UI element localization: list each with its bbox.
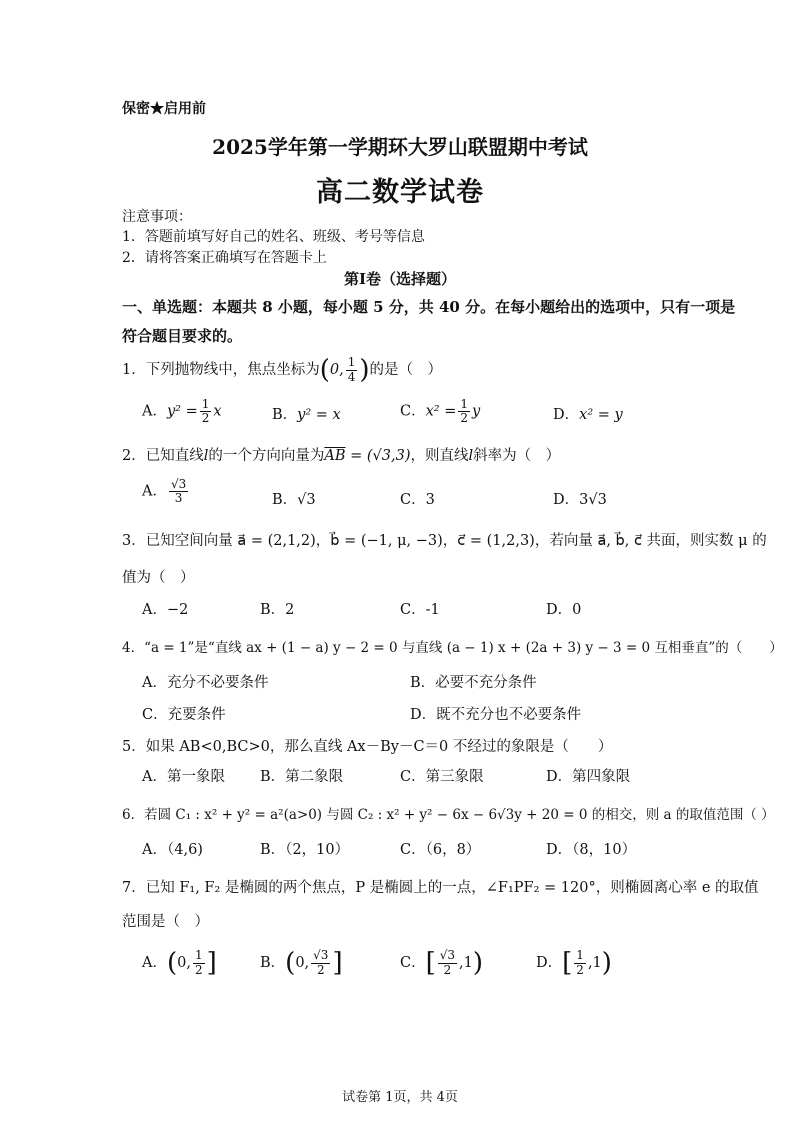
question-7-cont: 范围是（ ） [122,914,209,930]
question-3: 3．已知空间向量 a⃗ = (2,1,2)，b⃗ = (−1, μ, −3)，c⃗ = (1,2,3)，若向量 a⃗, b⃗, c⃗ 共面，则实数 μ 的 [122,533,767,549]
q6-option-d: D．（8，10） [546,842,637,858]
q2-option-a: A． $\frac{√3}{3}$ [142,477,187,506]
section-instruction: 一、单选题：本题共 8 小题，每小题 5 分，共 40 分。在每小题给出的选项中，只有一项是 [122,298,736,316]
note-item: 1．答题前填写好自己的姓名、班级、考号等信息 [122,229,425,245]
note-item: 2．请将答案正确填写在答题卡上 [122,250,327,266]
q7-option-d: D．[ $\frac{1}{2}$ ,1) [536,948,612,978]
subject-title: 高二数学试卷 [316,177,484,208]
q7-option-a: A．(0, $\frac{1}{2}$ ] [142,948,217,978]
notes-heading: 注意事项： [122,209,192,225]
exam-title: 2025学年第一学期环大罗山联盟期中考试 [212,135,588,159]
q5-option-b: B．第二象限 [260,769,344,785]
q3-option-b: B．2 [260,602,295,618]
question-1: 1．下列抛物线中，焦点坐标为(0, $\frac{1}{4}$ )的是（ ） [122,355,443,385]
q4-option-c: C．充要条件 [142,707,226,723]
q4-option-d: D．既不充分也不必要条件 [410,707,582,723]
q1-option-d: D．x² = y [553,407,623,423]
q6-option-b: B．（2，10） [260,842,350,858]
q1-option-a: A．y² = $\frac{1}{2}$ x [142,397,222,426]
q4-option-b: B．必要不充分条件 [410,675,537,691]
part-title: 第Ⅰ卷（选择题） [343,270,457,288]
q5-option-d: D．第四象限 [546,769,631,785]
q2-option-b: B．√3 [272,492,316,508]
q7-option-c: C．[ $\frac{√3}{2}$ ,1) [400,948,484,978]
q3-option-d: D．0 [546,602,582,618]
question-5: 5．如果 AB<0,BC>0，那么直线 Ax－By－C＝0 不经过的象限是（ ） [122,739,613,755]
q6-option-c: C．（6，8） [400,842,481,858]
section-instruction-cont: 符合题目要求的。 [122,327,243,345]
q2-option-c: C．3 [400,492,435,508]
question-2: 2．已知直线l的一个方向向量为$\overline{AB} = (√3,3)$，则直线l斜率为（ ） [122,448,561,464]
question-7: 7．已知 F₁, F₂ 是椭圆的两个焦点，P 是椭圆上的一点，∠F₁PF₂ = 120°，则椭圆离心率 e 的取值 [122,880,759,896]
q6-option-a: A．（4,6) [142,842,203,858]
page-footer: 试卷第 1页，共 4页 [342,1090,458,1105]
fraction: $\frac{1}{4}$ [347,355,356,384]
q4-option-a: A．充分不必要条件 [142,675,269,691]
q5-option-c: C．第三象限 [400,769,484,785]
confidential-label: 保密★启用前 [122,101,206,117]
question-6: 6．若圆 C₁ : x² + y² = a²(a>0) 与圆 C₂ : x² + y² − 6x − 6√3y + 20 = 0 的相交，则 a 的取值范围（ ） [122,807,775,823]
question-3-cont: 值为（ ） [122,570,195,586]
q7-option-b: B．(0, $\frac{√3}{2}$ ] [260,948,343,978]
q2-option-d: D．3√3 [553,492,607,508]
q3-option-c: C．-1 [400,602,440,618]
q1-option-c: C．x² = $\frac{1}{2}$ y [400,397,481,426]
question-4: 4．“a = 1”是“直线 ax + (1 − a) y − 2 = 0 与直线 (a − 1) x + (2a + 3) y − 3 = 0 互相垂直”的（ ） [122,640,783,656]
q1-option-b: B．y² = x [272,407,341,423]
q3-option-a: A．−2 [142,602,189,618]
q5-option-a: A．第一象限 [142,769,225,785]
